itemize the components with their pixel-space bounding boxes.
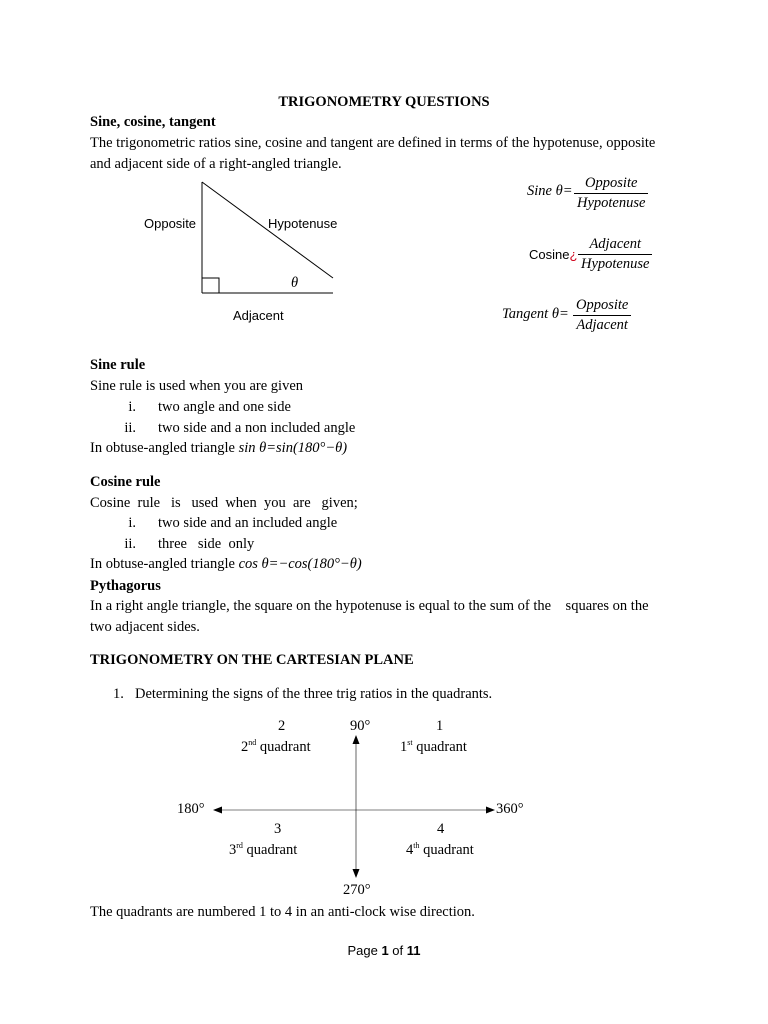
quadrant-word: quadrant [419,842,474,858]
quadrants-closing-sentence: The quadrants are numbered 1 to 4 in an anti-clock wise direction. [90,904,475,920]
list-number: ii. [124,536,136,552]
label-180-degrees: 180° [177,801,205,817]
footer-of-word: of [388,943,407,958]
section-heading-cosine-rule: Cosine rule [90,474,161,490]
sine-rule-item [98,399,291,416]
arrow-up-icon [353,735,360,744]
ordinal-suffix: nd [248,738,257,748]
ordinal-number: 3 [229,842,237,858]
section-heading-cartesian: TRIGONOMETRY ON THE CARTESIAN PLANE [90,652,414,668]
quadrant-3-label [229,842,297,859]
quadrant-1-label [400,739,467,756]
list-text: three side only [158,536,255,552]
tangent-numerator: Opposite [576,297,629,313]
label-adjacent: Adjacent [233,308,284,323]
cosine-rule-obtuse-line [90,556,362,573]
tangent-denominator: Adjacent [573,315,631,334]
sine-rule-obtuse-line [90,440,347,457]
tangent-formula-lhs: Tangent θ= [502,306,569,322]
page-footer [0,943,768,959]
tangent-fraction [573,297,631,334]
sine-rule-item [98,420,355,437]
sine-formula-lhs: Sine θ= [527,183,573,199]
label-90-degrees: 90° [350,718,371,734]
page-title: TRIGONOMETRY QUESTIONS [278,94,490,110]
quadrant-word: quadrant [256,739,311,755]
ordinal-number: 4 [406,842,414,858]
label-360-degrees: 360° [496,801,524,817]
obtuse-text: In obtuse-angled triangle [90,556,239,572]
cosine-error-glyph: ¿ [569,247,578,262]
list-text: Determining the signs of the three trig ratios in the quadrants. [135,686,493,702]
list-text: two side and a non included angle [158,420,356,436]
ordinal-number: 2 [241,739,249,755]
cosine-rule-intro: Cosine rule is used when you are given; [90,495,358,511]
sine-denominator: Hypotenuse [574,193,648,212]
obtuse-sine-formula: sin θ=sin(180°−θ) [238,440,348,456]
ordinal-suffix: th [413,841,420,851]
cosine-numerator: Adjacent [589,236,641,252]
cosine-rule-item [98,536,254,553]
right-angle-marker [202,278,219,293]
right-triangle-diagram [140,175,350,300]
sine-fraction [574,175,648,212]
pythagorus-line1: In a right angle triangle, the square on the hypotenuse is equal to the sum of the squares on the [90,598,649,614]
quadrant-4-number: 4 [437,821,445,837]
cosine-fraction [578,236,652,273]
ordinal-suffix: st [407,738,413,748]
cosine-denominator: Hypotenuse [578,254,652,273]
list-number: i. [128,399,136,415]
label-hypotenuse: Hypotenuse [268,216,338,231]
section-heading-sct: Sine, cosine, tangent [90,114,216,130]
quadrant-3-number: 3 [274,821,282,837]
ordinal-number: 1 [400,739,408,755]
quadrant-word: quadrant [242,842,298,858]
footer-page-word: Page [347,943,382,958]
arrow-left-icon [213,807,222,814]
list-number: i. [128,515,136,531]
sine-rule-intro: Sine rule is used when you are given [90,378,304,394]
pythagorus-line2: two adjacent sides. [90,619,200,635]
quadrant-word: quadrant [412,739,467,755]
label-theta: θ [291,275,299,291]
quadrant-1-number: 1 [436,718,444,734]
arrow-down-icon [353,869,360,878]
cartesian-list-item [113,686,492,703]
cosine-rule-item [98,515,337,532]
cosine-formula-lhs [529,247,577,263]
cosine-lhs-text: Cosine [529,247,570,262]
section-heading-sine-rule: Sine rule [90,357,146,373]
quadrant-2-label [241,739,311,756]
arrow-right-icon [486,807,495,814]
section-heading-pythagorus: Pythagorus [90,578,161,594]
list-text: two angle and one side [158,399,291,415]
obtuse-cosine-formula: cos θ=−cos(180°−θ) [238,556,362,572]
ordinal-suffix: rd [236,841,243,851]
obtuse-text: In obtuse-angled triangle [90,440,239,456]
list-number: 1. [113,686,124,702]
quadrant-2-number: 2 [278,718,286,734]
footer-page-total: 11 [406,943,421,958]
sine-numerator: Opposite [585,175,638,191]
label-opposite: Opposite [144,216,197,231]
quadrant-4-label [406,842,474,859]
list-text: two side and an included angle [158,515,338,531]
footer-page-number: 1 [381,943,389,958]
label-270-degrees: 270° [343,882,371,898]
list-number: ii. [124,420,136,436]
sct-paragraph-line2: and adjacent side of a right-angled triangle. [90,156,342,172]
sct-paragraph-line1: The trigonometric ratios sine, cosine and tangent are defined in terms of the hypotenuse, opposite [90,135,656,151]
